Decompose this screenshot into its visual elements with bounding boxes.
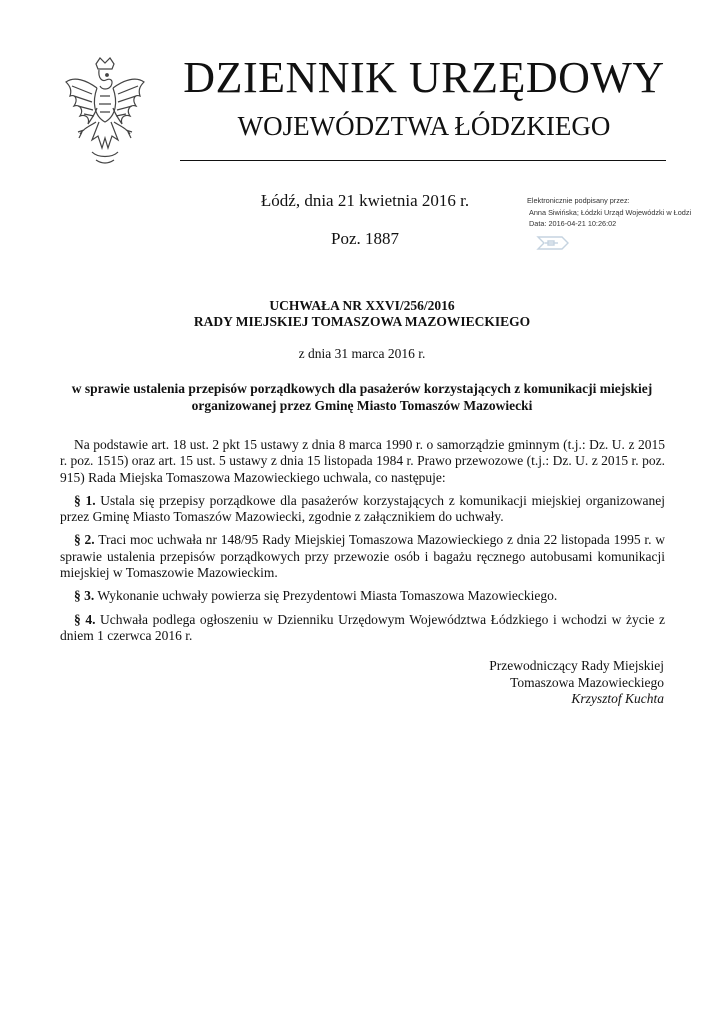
- signature-line-signer: Anna Siwińska; Łódzki Urząd Wojewódzki w Łodzi: [529, 207, 692, 217]
- resolution-date: z dnia 31 marca 2016 r.: [298, 346, 426, 361]
- journal-subtitle: WOJEWÓDZTWA ŁÓDZKIEGO: [237, 111, 611, 141]
- resolution-subject: w sprawie ustalenia przepisów porządkowych dla pasażerów korzystających z komunikacji miejskiej organizowanej przez Gminę Miasto Tomaszów Mazowiecki: [71, 381, 653, 413]
- paragraph-2-label: § 2.: [74, 532, 95, 548]
- journal-title: DZIENNIK URZĘDOWY: [183, 53, 665, 102]
- paragraph-3-label: § 3.: [74, 588, 95, 604]
- paragraph-1: [60, 493, 665, 526]
- signatory-name: Krzysztof Kuchta: [571, 691, 664, 706]
- electronic-signature-box: [527, 195, 717, 230]
- signatory-block: [489, 658, 664, 708]
- paragraph-2: [60, 532, 665, 581]
- paragraph-4: [60, 612, 665, 645]
- paragraph-4-label: § 4.: [74, 611, 96, 627]
- paragraph-1-text: Ustala się przepisy porządkowe dla pasażerów korzystających z komunikacji miejskiej organizowanej przez Gminę Miasto Tomaszów Mazowiecki, zgodnie z załącznikiem do uchwały.: [60, 492, 665, 525]
- paragraph-3: [60, 588, 665, 604]
- paragraph-4-text: Uchwała podlega ogłoszeniu w Dzienniku Urzędowym Województwa Łódzkiego i wchodzi w życie z dniem 1 czerwca 2016 r.: [60, 611, 666, 643]
- eagle-emblem-icon: [62, 56, 148, 166]
- signature-line-signed-by: Elektronicznie podpisany przez:: [527, 196, 630, 205]
- resolution-body: RADY MIEJSKIEJ TOMASZOWA MAZOWIECKIEGO: [193, 314, 531, 329]
- signatory-role-line2: Tomaszowa Mazowieckiego: [510, 674, 664, 690]
- intro-paragraph: Na podstawie art. 18 ust. 2 pkt 15 ustawy z dnia 8 marca 1990 r. o samorządzie gminnym (t.j.: Dz. U. z 2015 r. poz. 1515) oraz art. 15 ust. 5 ustawy z dnia 15 listopada 1984 r. Prawo przewozowe (t.j.: Dz. U. z 2015 r. poz. 915) Rada Miejska Tomaszowa Mazowieckiego uchwala, co następuje:: [60, 437, 665, 485]
- resolution-number: UCHWAŁA NR XXVI/256/2016: [269, 298, 455, 313]
- place-date: Łódź, dnia 21 kwietnia 2016 r.: [260, 191, 470, 210]
- paragraph-3-text: Wykonanie uchwały powierza się Prezydentowi Miasta Tomaszowa Mazowieckiego.: [94, 588, 558, 604]
- paragraph-2-text: Traci moc uchwała nr 148/95 Rady Miejskiej Tomaszowa Mazowieckiego z dnia 22 listopada 1995 r. w sprawie ustalenia przepisów porządkowych przy przewozie osób i bagażu ręcznego autobusami komunikacji miejskiej w Tomaszowie Mazowieckim.: [60, 532, 666, 581]
- paragraph-1-label: § 1.: [74, 492, 96, 508]
- resolution-heading: [60, 298, 664, 330]
- header-divider: [180, 160, 666, 161]
- position-number: Poz. 1887: [331, 229, 399, 248]
- signature-line-date: Data: 2016-04-21 10:26:02: [529, 219, 617, 228]
- resolution-text: [60, 437, 665, 651]
- signature-verification-icon: [536, 233, 570, 253]
- signatory-role-line1: Przewodniczący Rady Miejskiej: [489, 658, 664, 673]
